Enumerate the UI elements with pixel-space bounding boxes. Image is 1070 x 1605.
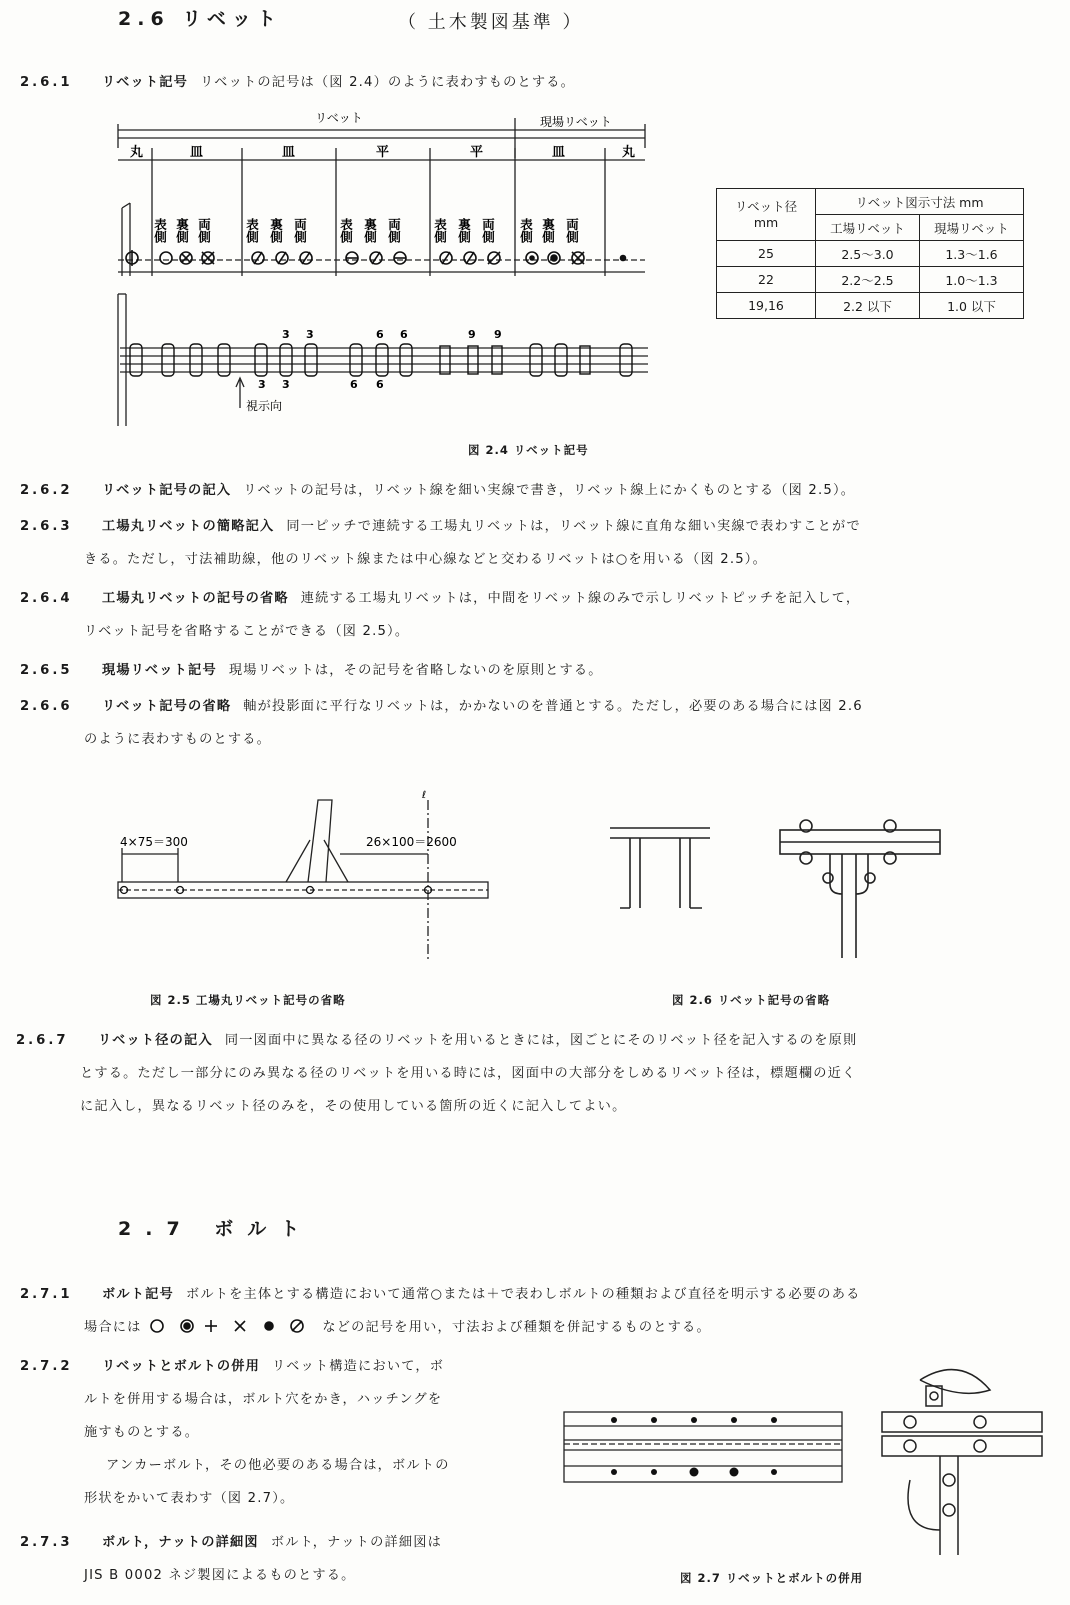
figure-2-4-caption: 図 2.4 リベット記号 [468, 443, 589, 457]
para-text: のように表わすものとする。 [84, 732, 272, 747]
para-number: 2.6.7 [16, 1033, 69, 1048]
table-cell: 2.5～3.0 [816, 241, 920, 267]
para-title: リベット径の記入 [98, 1033, 213, 1048]
table-cell: 1.0～1.3 [920, 267, 1024, 293]
para-text: 形状をかいて表わす（図 2.7）。 [84, 1491, 295, 1506]
fig24-sub-label: 表側 [432, 218, 448, 243]
paragraph-2-6-5 [20, 654, 1050, 687]
table-cell: 19,16 [717, 293, 816, 319]
figure-2-7-left [560, 1392, 850, 1502]
fig25-dim2: 26×100＝2600 [366, 835, 457, 849]
fig24-sub-label: 表側 [244, 218, 260, 243]
fig25-centerline: ℓ [422, 790, 427, 801]
fig24-dim-label: 9 [468, 328, 476, 341]
table-cell: 2.2～2.5 [816, 267, 920, 293]
fig24-sub-label: 裏側 [268, 218, 284, 243]
para-text: などの記号を用い，寸法および種類を併記するものとする。 [322, 1320, 711, 1335]
fig24-sub-label: 表側 [518, 218, 534, 243]
para-title: 工場丸リベットの記号の省略 [102, 591, 289, 606]
fig24-group-label: 丸 [130, 145, 144, 160]
para-number: 2.6.5 [20, 663, 73, 678]
fig24-dim-label: 9 [494, 328, 502, 341]
fig24-dim-label: 3 [306, 328, 314, 341]
fig24-sub-label: 裏側 [540, 218, 556, 243]
para-text: 軸が投影面に平行なリベットは，かかないのを普通とする。ただし，必要のある場合には図 2.6 [243, 699, 863, 714]
para-text: リベットの記号は，リベット線を細い実線で書き，リベット線上にかくものとする（図 2.5）。 [243, 483, 856, 498]
para-title: 現場リベット記号 [102, 663, 217, 678]
fig24-sub-label: 両側 [386, 218, 402, 243]
bolt-symbols [147, 1317, 317, 1335]
figure-2-5-caption: 図 2.5 工場丸リベット記号の省略 [150, 993, 346, 1007]
para-number: 2.7.1 [20, 1287, 73, 1302]
fig24-dim-label: 6 [400, 328, 408, 341]
para-number: 2.7.3 [20, 1535, 73, 1550]
para-text: JIS B 0002 ネジ製図によるものとする。 [84, 1568, 356, 1583]
table-header-size: リベット図示寸法 mm [816, 189, 1024, 215]
table-row [717, 293, 1024, 319]
figure-2-6-caption: 図 2.6 リベット記号の省略 [672, 993, 831, 1007]
para-text: 施すものとする。 [84, 1425, 200, 1440]
para-text: きる。ただし，寸法補助線，他のリベット線または中心線などと交わるリベットは○を用いる（図 2.5）。 [84, 552, 767, 567]
table-header-diameter: リベット径 mm [717, 189, 816, 241]
fig24-label-rivet: リベット [315, 111, 363, 125]
para-title: ボルト記号 [102, 1287, 174, 1302]
para-number: 2.6.1 [20, 75, 73, 90]
para-text: に記入し，異なるリベット径のみを，その使用している箇所の近くに記入してよい。 [80, 1099, 627, 1114]
fig24-dim-label: 3 [282, 378, 290, 391]
para-title: 工場丸リベットの簡略記入 [102, 519, 275, 534]
fig24-dim-label: 6 [376, 378, 384, 391]
paragraph-2-6-2 [20, 474, 1050, 507]
fig24-dim-label: 6 [350, 378, 358, 391]
paragraph-2-7-2 [20, 1350, 540, 1515]
para-text: 現場リベットは，その記号を省略しないのを原則とする。 [228, 663, 603, 678]
para-text: アンカーボルト，その他必要のある場合は，ボルトの [106, 1458, 450, 1473]
para-title: リベット記号の記入 [102, 483, 232, 498]
figure-2-5-drawing [110, 790, 510, 965]
rivet-size-table [716, 188, 1024, 319]
fig24-label-field-rivet: 現場リベット [540, 115, 612, 129]
para-title: リベットとボルトの併用 [102, 1359, 260, 1374]
para-title: ボルト，ナットの詳細図 [102, 1535, 259, 1550]
table-header-field: 現場リベット [920, 215, 1024, 241]
para-text: リベット構造において，ボ [272, 1359, 445, 1374]
table-row [717, 267, 1024, 293]
fig24-sub-label: 裏側 [362, 218, 378, 243]
fig24-sub-label: 両側 [564, 218, 580, 243]
fig24-group-label: 皿 [552, 145, 566, 160]
para-number: 2.6.2 [20, 483, 73, 498]
para-text: ルトを併用する場合は，ボルト穴をかき，ハッチングを [84, 1392, 443, 1407]
para-number: 2.7.2 [20, 1359, 73, 1374]
para-title: リベット記号の省略 [102, 699, 232, 714]
fig24-group-label: 平 [470, 145, 484, 160]
para-text: ボルトを主体とする構造において通常○または＋で表わしボルトの種類および直径を明示する必要のある [185, 1287, 861, 1302]
paragraph-2-6-6 [20, 690, 1050, 756]
table-header-shop: 工場リベット [816, 215, 920, 241]
section-title-2-7: 2.7 ボルト [118, 1218, 314, 1240]
fig24-sub-label: 表側 [338, 218, 354, 243]
table-cell: 1.3～1.6 [920, 241, 1024, 267]
fig24-group-label: 皿 [282, 145, 296, 160]
paragraph-2-6-3 [20, 510, 1050, 576]
paragraph-2-7-1 [20, 1278, 1050, 1344]
fig24-group-label: 皿 [190, 145, 204, 160]
section-title-2-6: 2.6 リベット [118, 8, 282, 30]
paragraph-2-6-4 [20, 582, 1050, 648]
standard-label: （ 土木製図基準 ） [398, 12, 584, 33]
paragraph-2-6-7 [16, 1024, 1046, 1123]
figure-2-7-right [880, 1360, 1050, 1560]
para-number: 2.6.3 [20, 519, 73, 534]
figure-2-7-caption: 図 2.7 リベットとボルトの併用 [680, 1571, 864, 1585]
para-text: 同一ピッチで連続する工場丸リベットは，リベット線に直角な細い実線で表わすことがで [286, 519, 861, 534]
fig24-sub-label: 裏側 [174, 218, 190, 243]
fig24-sub-label: 両側 [480, 218, 496, 243]
para-text: 場合には [84, 1320, 142, 1335]
paragraph-2-7-3 [20, 1526, 540, 1592]
para-text: リベット記号を省略することができる（図 2.5）。 [84, 624, 410, 639]
paragraph-2-6-1 [20, 66, 1050, 99]
fig24-group-label: 平 [376, 145, 390, 160]
fig24-sub-label: 両側 [196, 218, 212, 243]
para-text: ボルト，ナットの詳細図は [270, 1535, 443, 1550]
para-text: 連続する工場丸リベットは，中間をリベット線のみで示しリベットピッチを記入して， [300, 591, 861, 606]
table-cell: 2.2 以下 [816, 293, 920, 319]
table-cell: 1.0 以下 [920, 293, 1024, 319]
fig24-dim-label: 6 [376, 328, 384, 341]
figure-2-4-rivet-symbols [100, 108, 660, 428]
figure-2-6-drawing [610, 808, 950, 968]
table-cell: 22 [717, 267, 816, 293]
fig24-dim-label: 3 [282, 328, 290, 341]
fig24-sub-label: 裏側 [456, 218, 472, 243]
para-number: 2.6.6 [20, 699, 73, 714]
fig24-dim-label: 3 [258, 378, 266, 391]
fig24-sub-label: 表側 [152, 218, 168, 243]
para-text: リベットの記号は（図 2.4）のように表わすものとする。 [200, 75, 576, 90]
fig24-group-label: 丸 [622, 145, 636, 160]
para-title: リベット記号 [102, 75, 189, 90]
para-text: 同一図面中に異なる径のリベットを用いるときには，図ごとにそのリベット径を記入するのを原則 [224, 1033, 858, 1048]
fig25-dim1: 4×75＝300 [120, 835, 188, 849]
table-cell: 25 [717, 241, 816, 267]
para-text: とする。ただし一部分にのみ異なる径のリベットを用いる時には，図面中の大部分をしめるリベット径は，標題欄の近く [80, 1066, 857, 1081]
table-row [717, 241, 1024, 267]
fig24-view-label: 視示向 [246, 399, 283, 413]
para-number: 2.6.4 [20, 591, 73, 606]
fig24-sub-label: 両側 [292, 218, 308, 243]
